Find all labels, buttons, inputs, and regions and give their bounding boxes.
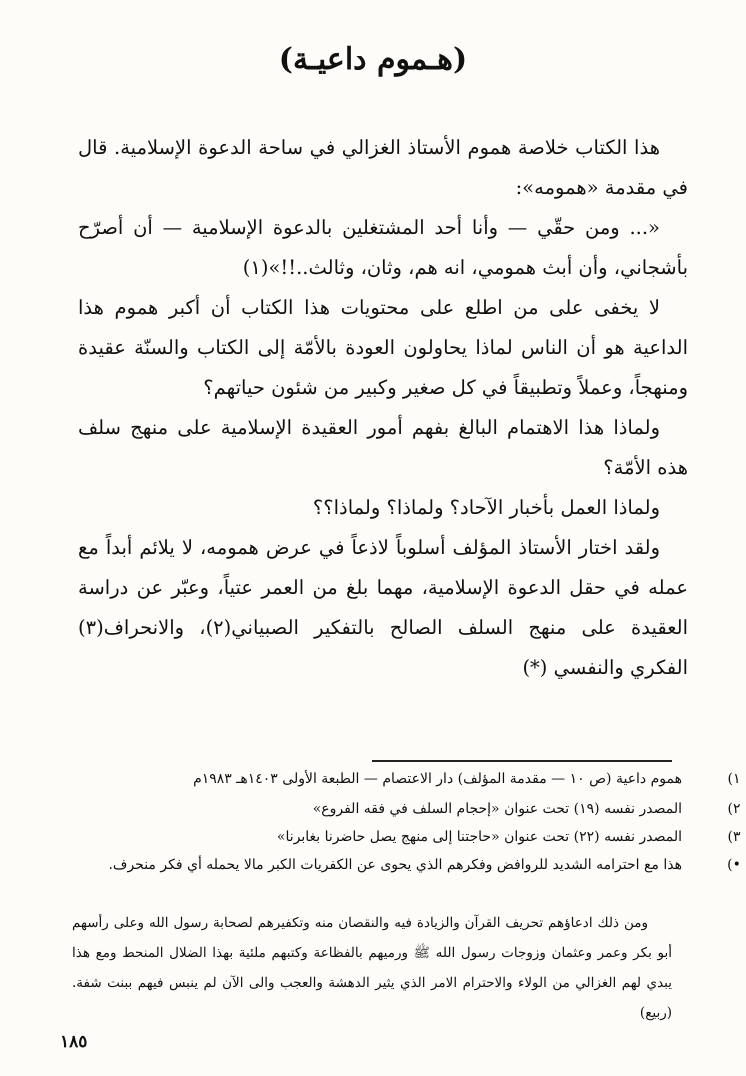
footnote bbox=[70, 822, 741, 852]
main-text bbox=[78, 128, 688, 688]
footnote-number: ١) bbox=[727, 771, 741, 787]
page-number: ١٨٥ bbox=[60, 1032, 88, 1052]
footnote-number: •) bbox=[727, 857, 741, 873]
paragraph: ولماذا هذا الاهتمام البالغ بفهم أمور العقيدة الإسلامية على منهج سلف هذه الأمّة؟ bbox=[78, 416, 688, 479]
footnote-divider bbox=[372, 760, 672, 762]
footnote-text: المصدر نفسه (١٩) تحت عنوان «إحجام السلف في فقه الفروع» bbox=[312, 801, 682, 817]
paragraph: لا يخفى على من اطلع على محتويات هذا الكتاب أن أكبر هموم هذا الداعية هو أن الناس لماذا يحاولون العودة بالأمّة إلى الكتاب والسنّة عقيدة ومنهجاً، وعملاً وتطبيقاً في كل صغير وكبير من شئون حياتهم؟ bbox=[78, 296, 688, 399]
footnote bbox=[70, 764, 741, 794]
page-title: (هـموم داعيـة) bbox=[278, 42, 468, 77]
paragraph: ولقد اختار الأستاذ المؤلف أسلوباً لاذعاً في عرض همومه، لا يلائم أبداً مع عمله في حقل الدعوة الإسلامية، مهما بلغ من العمر عتياً، وعبّر عن دراسة العقيدة على منهج السلف الصالح بالتفكير الصبياني(٢)، والانحراف(٣) الفكري والنفسي (*) bbox=[78, 536, 688, 679]
footnote-text: المصدر نفسه (٢٢) تحت عنوان «حاجتنا إلى منهج يصل حاضرنا بغابرنا» bbox=[276, 829, 682, 845]
quote-paragraph: «... ومن حقّي — وأنا أحد المشتغلين بالدعوة الإسلامية — أن أصرّح بأشجاني، وأن أبث همومي، انه هم، وثان، وثالث..!!»(١) bbox=[78, 216, 688, 279]
paragraph: هذا الكتاب خلاصة هموم الأستاذ الغزالي في ساحة الدعوة الإسلامية. قال في مقدمة «همومه»: bbox=[78, 136, 688, 199]
paragraph: ولماذا العمل بأخبار الآحاد؟ ولماذا؟ ولماذا؟؟ bbox=[312, 496, 660, 519]
footnote-text: هذا مع احترامه الشديد للروافض وفكرهم الذي يحوى عن الكفريات الكبر مالا يحمله أي فكر منحرف. bbox=[108, 857, 682, 873]
footnote-number: ٢) bbox=[727, 801, 741, 817]
footnote-number: ٣) bbox=[727, 829, 741, 845]
footnote-note: ومن ذلك ادعاؤهم تحريف القرآن والزيادة فيه والنقصان منه وتكفيرهم لصحابة رسول الله وعلى رأسهم أبو بكر وعمر وعثمان وزوجات رسول الله ﷺ ورميهم بالفظاعة وكتبهم ملئية بهذا الضلال المنحط ومع هذا يبدي لهم الغزالي من الولاء والاحترام الامر الذي يثير الدهشة والعجب والى الآن لم ينبس فيهم ببنت شفة. (ربيع) bbox=[72, 915, 672, 1021]
footnote-text: هموم داعية (ص ١٠ — مقدمة المؤلف) دار الاعتصام — الطبعة الأولى ١٤٠٣هـ ١٩٨٣م bbox=[193, 771, 682, 787]
footnote bbox=[70, 850, 741, 880]
footnote bbox=[70, 794, 741, 824]
